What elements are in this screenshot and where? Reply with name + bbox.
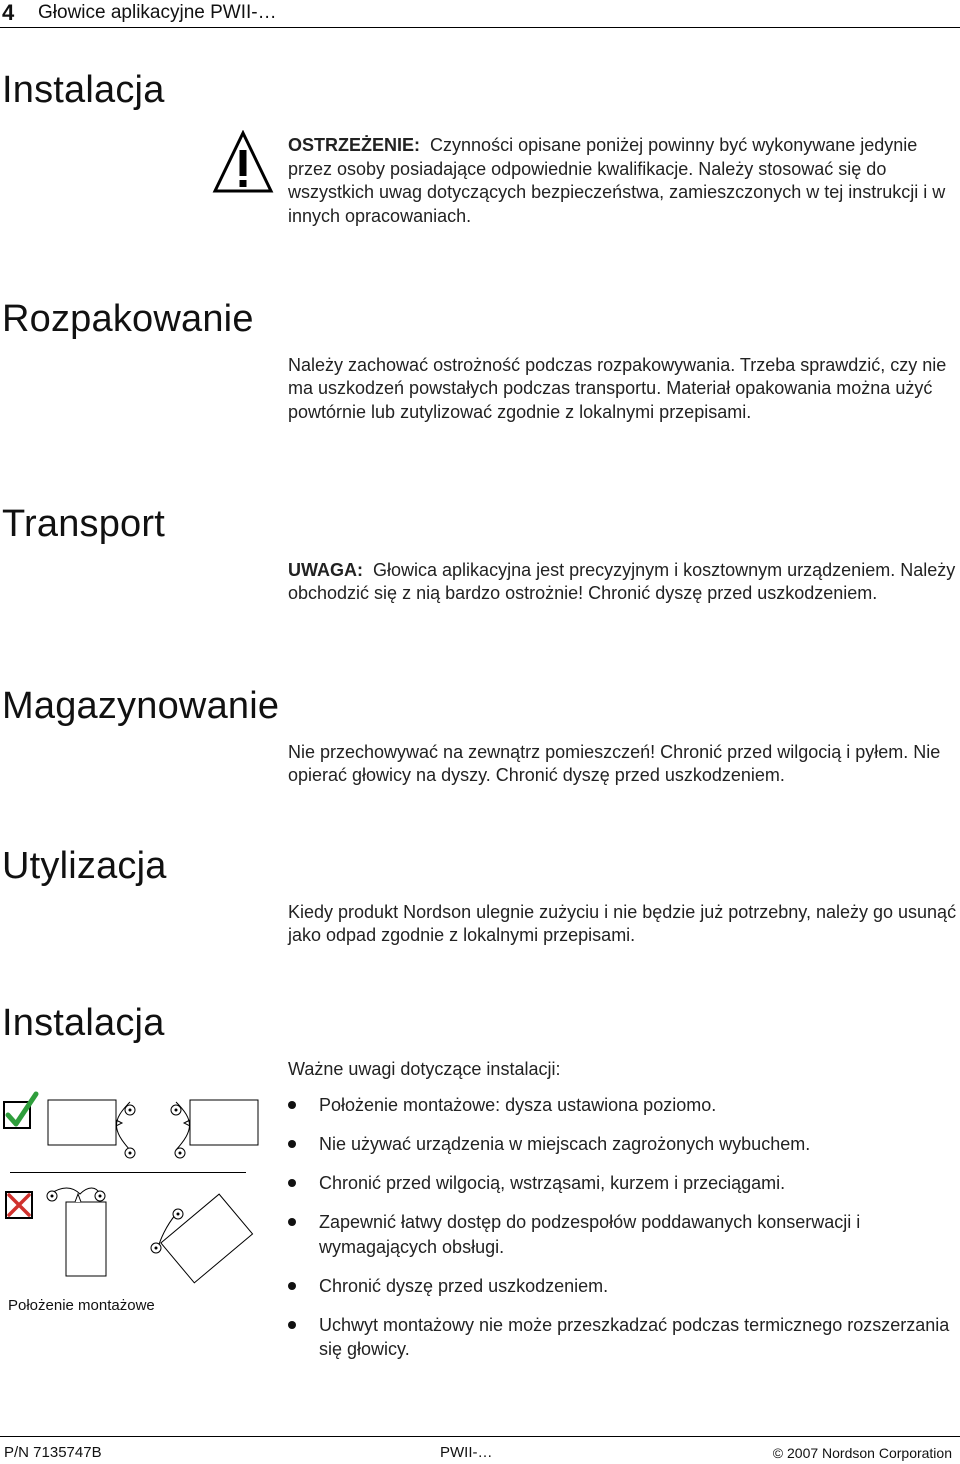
section-heading-transport: Transport — [2, 503, 166, 545]
bullet-text: Położenie montażowe: dysza ustawiona poziomo. — [319, 1095, 717, 1115]
header-rule — [0, 27, 960, 28]
bullet-text: Chronić dyszę przed uszkodzeniem. — [319, 1275, 609, 1296]
list-item — [288, 1313, 960, 1362]
bullet-text: Nie używać urządzenia w miejscach zagrożonych wybuchem. — [319, 1134, 811, 1154]
section-heading-storage: Magazynowanie — [2, 685, 280, 727]
warning-icon — [212, 130, 274, 194]
footer-rule — [0, 1436, 960, 1437]
mounting-position-figure — [0, 1090, 270, 1290]
list-item — [288, 1132, 960, 1157]
list-item — [288, 1274, 960, 1299]
running-header-title: Głowice aplikacyjne PWII-… — [38, 2, 277, 23]
warning-label: OSTRZEŻENIE: — [288, 135, 421, 155]
installation-bullet-list — [288, 1093, 960, 1376]
list-item — [288, 1171, 960, 1196]
incorrect-cross-icon — [6, 1192, 32, 1218]
bullet-text: Chronić przed wilgocią, wstrząsami, kurzem i przeciągami. — [319, 1173, 786, 1193]
figure-divider — [10, 1172, 246, 1173]
footer-copyright: © 2007 Nordson Corporation — [772, 1445, 952, 1461]
section-heading-installation-2: Instalacja — [2, 1002, 165, 1044]
bullet-icon — [288, 1140, 296, 1148]
section-heading-unpacking: Rozpakowanie — [2, 298, 254, 340]
disposal-text: Kiedy produkt Nordson ulegnie zużyciu i nie będzie już potrzebny, należy go usunąć jako odpad zgodnie z lokalnymi przepisami. — [288, 902, 957, 946]
section-heading-disposal: Utylizacja — [2, 845, 167, 887]
correct-right-head-diagram — [171, 1100, 258, 1158]
installation-intro: Ważne uwagi dotyczące instalacji: — [288, 1059, 561, 1079]
bullet-icon — [288, 1218, 296, 1226]
transport-note — [288, 559, 960, 606]
incorrect-vertical-head-diagram — [47, 1188, 106, 1276]
list-item — [288, 1210, 960, 1259]
figure-caption: Położenie montażowe — [8, 1297, 155, 1314]
transport-note-label: UWAGA: — [288, 560, 363, 580]
section-heading-installation: Instalacja — [2, 69, 165, 111]
bullet-icon — [288, 1101, 296, 1109]
correct-left-head-diagram — [48, 1100, 135, 1158]
warning-note — [288, 134, 960, 228]
footer-part-number: P/N 7135747B — [4, 1444, 102, 1461]
warning-text: Czynności opisane poniżej powinny być wykonywane jedynie przez osoby posiadające odpowiednie kwalifikacje. Należy stosować się do wszystkich uwag dotyczących bezpieczeństwa, zamieszczonych w tej instrukcji i w innych opracowaniach. — [288, 135, 946, 226]
incorrect-tilted-head-diagram — [151, 1194, 253, 1283]
bullet-icon — [288, 1321, 296, 1329]
storage-text: Nie przechowywać na zewnątrz pomieszczeń! Chronić przed wilgocią i pyłem. Nie opierać głowicy na dyszy. Chronić dyszę przed uszkodzeniem. — [288, 742, 941, 786]
bullet-text: Uchwyt montażowy nie może przeszkadzać podczas termicznego rozszerzania się głowicy. — [319, 1314, 950, 1359]
bullet-icon — [288, 1282, 296, 1290]
bullet-icon — [288, 1179, 296, 1187]
unpacking-text: Należy zachować ostrożność podczas rozpakowywania. Trzeba sprawdzić, czy nie ma uszkodzeń powstałych podczas transportu. Materiał opakowania można użyć powtórnie lub zutylizować zgodnie z lokalnymi przepisami. — [288, 355, 947, 422]
correct-check-icon — [4, 1094, 36, 1128]
list-item — [288, 1093, 960, 1118]
bullet-text: Zapewnić łatwy dostęp do podzespołów poddawanych konserwacji i wymagających obsługi. — [319, 1212, 861, 1257]
transport-note-text: Głowica aplikacyjna jest precyzyjnym i kosztownym urządzeniem. Należy obchodzić się z nią bardzo ostrożnie! Chronić dyszę przed uszkodzeniem. — [288, 560, 956, 604]
page-number: 4 — [2, 0, 15, 25]
footer-model: PWII-… — [440, 1444, 493, 1461]
